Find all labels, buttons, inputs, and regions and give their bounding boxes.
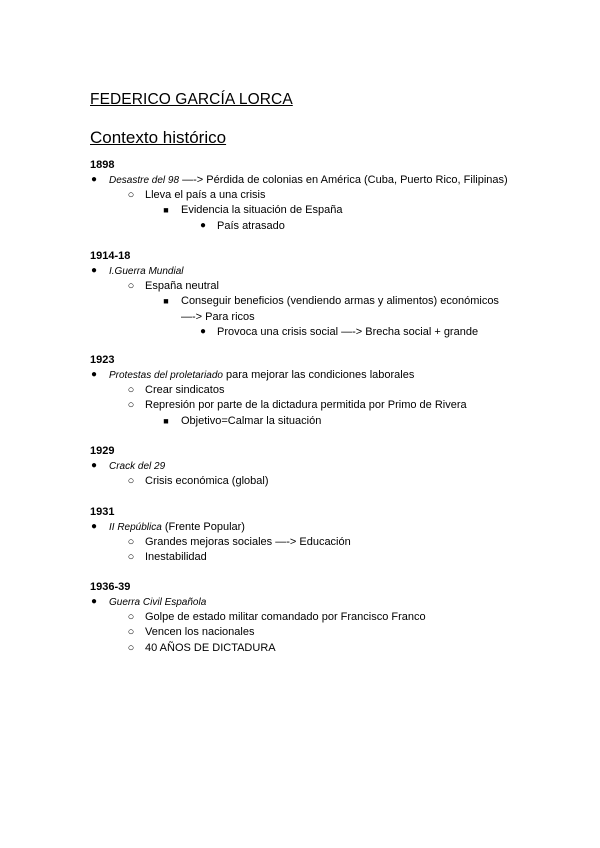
list-item-text: Provoca una crisis social —-> Brecha social + grande bbox=[217, 325, 479, 338]
bullet-icon: ■ bbox=[163, 296, 169, 307]
bullet-icon: ○ bbox=[127, 626, 135, 639]
list-item bbox=[181, 294, 499, 308]
list-item-emphasis: Guerra Civil Española bbox=[109, 597, 207, 608]
list-item bbox=[145, 398, 467, 412]
list-item bbox=[145, 474, 269, 488]
list-item-text: —-> Pérdida de colonias en América (Cuba, Puerto Rico, Filipinas) bbox=[179, 174, 508, 186]
list-item-text: Evidencia la situación de España bbox=[181, 204, 343, 217]
period-label: 1929 bbox=[90, 445, 115, 457]
bullet-icon: ○ bbox=[127, 611, 135, 624]
bullet-icon: ● bbox=[90, 265, 98, 276]
bullet-icon: ■ bbox=[163, 205, 169, 216]
bullet-icon: ● bbox=[90, 369, 98, 380]
list-item-emphasis: Crack del 29 bbox=[109, 461, 166, 472]
list-item bbox=[109, 368, 414, 383]
period-label: 1898 bbox=[90, 159, 115, 171]
list-item bbox=[145, 279, 219, 293]
list-item bbox=[109, 264, 183, 279]
list-item-text: País atrasado bbox=[217, 219, 285, 232]
list-item-text: para mejorar las condiciones laborales bbox=[222, 369, 415, 381]
list-item bbox=[109, 520, 245, 535]
list-item bbox=[109, 173, 508, 188]
list-item bbox=[145, 383, 224, 397]
list-item-text: Vencen los nacionales bbox=[145, 626, 255, 639]
list-item bbox=[145, 550, 207, 564]
period-label: 1914-18 bbox=[90, 250, 131, 262]
list-item bbox=[181, 310, 255, 324]
period-label: 1923 bbox=[90, 354, 115, 366]
list-item bbox=[145, 625, 254, 639]
document-title: FEDERICO GARCÍA LORCA bbox=[90, 91, 293, 108]
list-item-text: Crear sindicatos bbox=[145, 384, 225, 397]
list-item bbox=[145, 535, 351, 549]
list-item-text: Objetivo=Calmar la situación bbox=[181, 414, 322, 427]
list-item bbox=[109, 595, 206, 610]
list-item-text: Golpe de estado militar comandado por Francisco Franco bbox=[145, 611, 426, 624]
bullet-icon: ○ bbox=[127, 551, 135, 564]
bullet-icon: ● bbox=[199, 325, 207, 337]
list-item bbox=[145, 641, 276, 655]
list-item-text: España neutral bbox=[145, 280, 219, 293]
bullet-icon: ○ bbox=[127, 475, 135, 488]
list-item bbox=[109, 459, 165, 474]
bullet-icon: ○ bbox=[127, 384, 135, 397]
list-item-emphasis: II República bbox=[109, 522, 162, 533]
list-item-text: 40 AÑOS DE DICTADURA bbox=[145, 641, 276, 654]
list-item-text: Represión por parte de la dictadura permitida por Primo de Rivera bbox=[145, 399, 467, 412]
list-item-emphasis: Desastre del 98 bbox=[109, 175, 180, 186]
list-item-emphasis: I.Guerra Mundial bbox=[109, 266, 184, 277]
list-item-text: Lleva el país a una crisis bbox=[145, 189, 266, 202]
period-label: 1936-39 bbox=[90, 581, 131, 593]
list-item bbox=[217, 325, 478, 339]
list-item bbox=[181, 414, 321, 428]
bullet-icon: ○ bbox=[127, 536, 135, 549]
list-item bbox=[145, 188, 265, 202]
bullet-icon: ● bbox=[90, 521, 98, 532]
bullet-icon: ○ bbox=[127, 399, 135, 412]
bullet-icon: ● bbox=[90, 174, 98, 185]
bullet-icon: ○ bbox=[127, 189, 135, 202]
list-item bbox=[217, 219, 285, 233]
list-item bbox=[181, 203, 342, 217]
list-item-emphasis: Protestas del proletariado bbox=[109, 370, 223, 381]
bullet-icon: ○ bbox=[127, 641, 135, 654]
bullet-icon: ● bbox=[199, 219, 207, 231]
bullet-icon: ● bbox=[90, 460, 98, 471]
list-item-text: Crisis económica (global) bbox=[145, 475, 269, 488]
period-label: 1931 bbox=[90, 506, 115, 518]
bullet-icon: ■ bbox=[163, 415, 169, 426]
list-item-text: Conseguir beneficios (vendiendo armas y alimentos) económicos bbox=[181, 295, 499, 308]
bullet-icon: ● bbox=[90, 596, 98, 607]
list-item-text: Grandes mejoras sociales —-> Educación bbox=[145, 536, 351, 549]
list-item bbox=[145, 610, 426, 624]
bullet-icon: ○ bbox=[127, 280, 135, 293]
list-item-text: —-> Para ricos bbox=[181, 310, 255, 323]
list-item-text: (Frente Popular) bbox=[161, 521, 245, 533]
section-title: Contexto histórico bbox=[90, 128, 227, 147]
list-item-text: Inestabilidad bbox=[145, 551, 207, 564]
